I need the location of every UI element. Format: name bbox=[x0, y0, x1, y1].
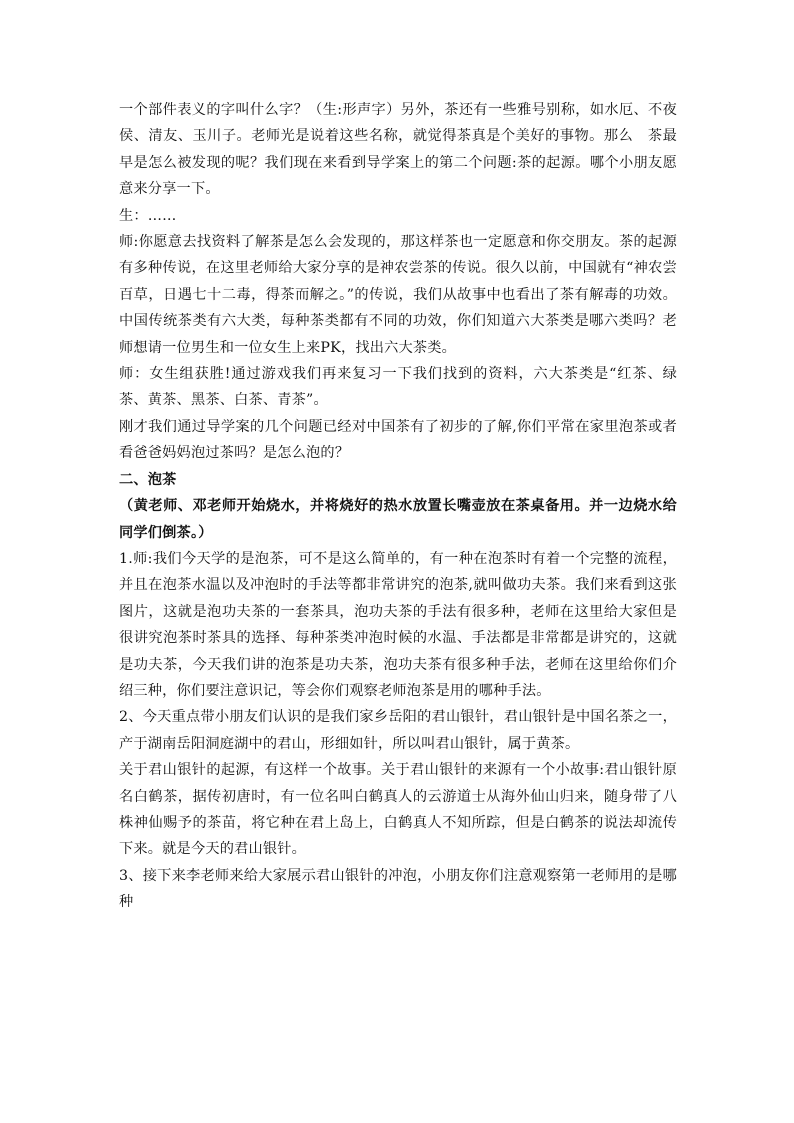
paragraph-student-reply: 生：…… bbox=[119, 207, 177, 224]
paragraph-gongfu-tea: 1.师:我们今天学的是泡茶，可不是这么简单的，有一种在泡茶时有着一个完整的流程，并且在泡茶水温以及冲泡时的手法等都非常讲究的泡茶,就叫做功夫茶。我们来看到这张图片，这就是泡功夫茶的一套茶具，泡功夫茶的手法有很多种，老师在这里给大家但是很讲究泡茶时茶具的选择、每种茶类冲泡时候的水温、手法都是非常都是讲究的，这就是功夫茶，今天我们讲的泡茶是功夫茶，泡功夫茶有很多种手法，老师在这里给你们介绍三种，你们要注意识记，等会你们观察老师泡茶是用的哪种手法。 bbox=[119, 550, 677, 699]
paragraph-transition: 刚才我们通过导学案的几个问题已经对中国茶有了初步的了解,你们平常在家里泡茶或者看爸爸妈妈泡过茶吗？是怎么泡的？ bbox=[119, 418, 677, 462]
paragraph-six-tea-types: 师：女生组获胜!通过游戏我们再来复习一下我们找到的资料，六大茶类是“红茶、绿茶、黄茶、黑茶、白茶、青茶”。 bbox=[119, 366, 677, 409]
section-heading-brewing: 二、泡茶 bbox=[119, 471, 177, 488]
paragraph-demonstration: 3、接下来李老师来给大家展示君山银针的冲泡，小朋友你们注意观察第一老师用的是哪种 bbox=[119, 867, 677, 911]
paragraph-junshan-story: 关于君山银针的起源，有这样一个故事。关于君山银针的来源有一个小故事:君山银针原名白鹤茶，据传初唐时，有一位名叫白鹤真人的云游道士从海外仙山归来，随身带了八株神仙赐予的茶苗，将它种在君上岛上，白鹤真人不知所踪，但是白鹤茶的说法却流传下来。就是今天的君山银针。 bbox=[119, 762, 677, 858]
paragraph-junshan-yinzhen: 2、今天重点带小朋友们认识的是我们家乡岳阳的君山银针，君山银针是中国名茶之一，产于湖南岳阳洞庭湖中的君山，形细如针，所以叫君山银针，属于黄茶。 bbox=[119, 709, 677, 752]
paragraph-origin-intro: 一个部件表义的字叫什么字？（生:形声字）另外，茶还有一些雅号别称，如水厄、不夜侯、清友、玉川子。老师光是说着这些名称，就觉得茶真是个美好的事物。那么 茶最早是怎么被发现的呢？我们现在来看到导学案上的第二个问题:茶的起源。哪个小朋友愿意来分享一下。 bbox=[119, 102, 677, 198]
document-body bbox=[119, 97, 677, 916]
paragraph-legend-shennong: 师:你愿意去找资料了解茶是怎么会发现的，那这样茶也一定愿意和你交朋友。茶的起源有多种传说，在这里老师给大家分享的是神农尝茶的传说。很久以前，中国就有“神农尝百草，日遇七十二毒，得茶而解之。”的传说，我们从故事中也看出了茶有解毒的功效。中国传统茶类有六大类，每种茶类都有不同的功效，你们知道六大茶类是哪六类吗？老师想请一位男生和一位女生上来PK，找出六大茶类。 bbox=[119, 234, 677, 356]
paragraph-stage-direction: （黄老师、邓老师开始烧水，并将烧好的热水放置长嘴壶放在茶桌备用。并一边烧水给同学们倒茶。） bbox=[119, 498, 677, 541]
